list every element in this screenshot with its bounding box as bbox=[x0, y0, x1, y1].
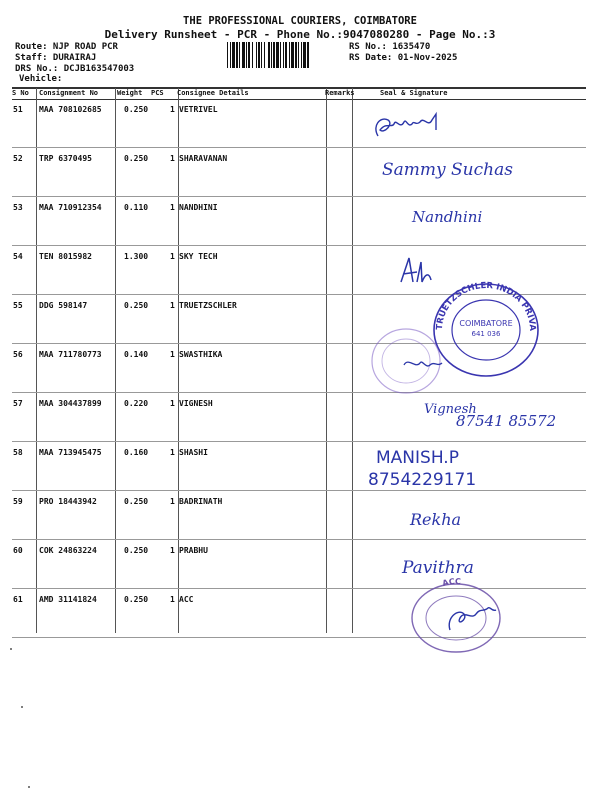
row-consignee: TRUETZSCHLER bbox=[179, 301, 237, 310]
col-header-remarks: Remarks bbox=[325, 89, 355, 97]
truetzschler-city-text: COIMBATORE bbox=[459, 319, 513, 328]
barcode-bar bbox=[298, 42, 299, 68]
row-weight: 0.110 bbox=[124, 203, 149, 212]
row-consignment-no: PRO 18443942 bbox=[39, 497, 97, 506]
barcode-bar bbox=[295, 42, 297, 68]
row-weight: 0.220 bbox=[124, 399, 149, 408]
truetzschler-pin-text: 641 036 bbox=[471, 330, 501, 338]
table-row bbox=[0, 491, 600, 540]
row-consignment-no: TRP 6370495 bbox=[39, 154, 92, 163]
row-consignment-no: MAA 711780773 bbox=[39, 350, 102, 359]
row-consignee: SWASTHIKA bbox=[179, 350, 223, 359]
table-row bbox=[0, 540, 600, 589]
barcode-bar bbox=[232, 42, 235, 68]
signature-row-53: Nandhini bbox=[412, 208, 483, 226]
barcode-bar bbox=[248, 42, 250, 68]
row-consignee: SHARAVANAN bbox=[179, 154, 228, 163]
row-pcs: 1 bbox=[170, 350, 175, 359]
col-header-sno: S No bbox=[12, 89, 29, 97]
route-label: Route: NJP ROAD PCR bbox=[15, 42, 118, 52]
col-header-pcs: PCS bbox=[151, 89, 164, 97]
row-pcs: 1 bbox=[170, 448, 175, 457]
barcode-bar bbox=[271, 42, 272, 68]
row-weight: 0.250 bbox=[124, 105, 149, 114]
scan-speck bbox=[21, 706, 23, 708]
barcode-bar bbox=[285, 42, 287, 68]
barcode-bar bbox=[256, 42, 257, 68]
row-consignee: VIGNESH bbox=[179, 399, 213, 408]
row-consignee: SKY TECH bbox=[179, 252, 218, 261]
row-pcs: 1 bbox=[170, 399, 175, 408]
row-weight: 1.300 bbox=[124, 252, 149, 261]
barcode-bar bbox=[252, 42, 253, 68]
row-consignee: ACC bbox=[179, 595, 194, 604]
scan-speck bbox=[10, 648, 12, 650]
row-weight: 0.250 bbox=[124, 301, 149, 310]
signature-row-58-name: MANISH.P bbox=[376, 448, 459, 468]
row-sno: 52 bbox=[13, 154, 23, 163]
table-row bbox=[0, 442, 600, 491]
svg-text:ACC bbox=[441, 577, 461, 588]
row-consignee: BADRINATH bbox=[179, 497, 223, 506]
row-consignee: NANDHINI bbox=[179, 203, 218, 212]
scan-speck bbox=[28, 786, 30, 788]
col-header-consignment: Consignment No bbox=[39, 89, 99, 97]
row-sno: 53 bbox=[13, 203, 23, 212]
acc-ring-text: ACC bbox=[441, 576, 462, 589]
barcode-bar bbox=[246, 42, 247, 68]
table-row bbox=[0, 589, 600, 638]
col-header-consignee: Consignee Details bbox=[177, 89, 249, 97]
barcode-bar bbox=[242, 42, 245, 68]
row-weight: 0.250 bbox=[124, 154, 149, 163]
row-pcs: 1 bbox=[170, 203, 175, 212]
barcode-bar bbox=[264, 42, 265, 68]
row-sno: 58 bbox=[13, 448, 23, 457]
row-pcs: 1 bbox=[170, 154, 175, 163]
row-consignment-no: MAA 304437899 bbox=[39, 399, 102, 408]
signature-row-52: Sammy Suchas bbox=[382, 160, 513, 180]
row-sno: 60 bbox=[13, 546, 23, 555]
row-weight: 0.250 bbox=[124, 595, 149, 604]
table-row bbox=[0, 197, 600, 246]
signature-row-60: Pavithra bbox=[402, 558, 474, 578]
row-sno: 56 bbox=[13, 350, 23, 359]
signature-row-59: Rekha bbox=[410, 510, 462, 529]
row-consignee: SHASHI bbox=[179, 448, 208, 457]
barcode-bar bbox=[303, 42, 306, 68]
barcode-bar bbox=[289, 42, 290, 68]
staff-label: Staff: DURAIRAJ bbox=[15, 53, 97, 63]
runsheet-subtitle: Delivery Runsheet - PCR - Phone No.:9047080280 - Page No.:3 bbox=[104, 28, 496, 41]
barcode-bar bbox=[283, 42, 284, 68]
company-title: THE PROFESSIONAL COURIERS, COIMBATORE bbox=[183, 15, 417, 27]
signature-row-58-phone: 8754229171 bbox=[368, 470, 477, 490]
barcode-bar bbox=[280, 42, 281, 68]
row-consignee: VETRIVEL bbox=[179, 105, 218, 114]
row-sno: 55 bbox=[13, 301, 23, 310]
signature-row-57-name: Vignesh bbox=[424, 402, 477, 417]
table-row bbox=[0, 99, 600, 148]
barcode-bar bbox=[227, 42, 228, 68]
barcode-bar bbox=[258, 42, 260, 68]
col-header-weight: Weight bbox=[117, 89, 143, 97]
rs-date: RS Date: 01-Nov-2025 bbox=[349, 53, 458, 63]
rs-number: RS No.: 1635470 bbox=[349, 42, 431, 52]
signature-vetrivel bbox=[370, 108, 450, 146]
barcode-bar bbox=[291, 42, 294, 68]
row-weight: 0.140 bbox=[124, 350, 149, 359]
barcode-bar bbox=[273, 42, 275, 68]
row-weight: 0.250 bbox=[124, 546, 149, 555]
row-consignment-no: TEN 8015982 bbox=[39, 252, 92, 261]
row-sno: 54 bbox=[13, 252, 23, 261]
secondary-round-stamp bbox=[368, 325, 446, 395]
col-header-seal: Seal & Signature bbox=[380, 89, 448, 97]
row-pcs: 1 bbox=[170, 595, 175, 604]
row-consignment-no: MAA 713945475 bbox=[39, 448, 102, 457]
table-top-rule bbox=[12, 87, 586, 89]
signature-row-57-phone: 87541 85572 bbox=[456, 412, 557, 430]
row-sno: 59 bbox=[13, 497, 23, 506]
row-consignment-no: DDG 598147 bbox=[39, 301, 88, 310]
drs-label: DRS No.: DCJB163547003 bbox=[15, 64, 135, 74]
acc-seal-stamp bbox=[406, 578, 506, 654]
row-pcs: 1 bbox=[170, 546, 175, 555]
row-pcs: 1 bbox=[170, 497, 175, 506]
barcode-bar bbox=[268, 42, 270, 68]
barcode-bar bbox=[230, 42, 231, 68]
row-consignment-no: AMD 31141824 bbox=[39, 595, 97, 604]
barcode-bar bbox=[276, 42, 279, 68]
row-pcs: 1 bbox=[170, 252, 175, 261]
barcode-image bbox=[226, 42, 345, 68]
row-consignment-no: COK 24863224 bbox=[39, 546, 97, 555]
truetzschler-ring-text: TRUETZSCHLER INDIA PRIVATE LIMITED bbox=[423, 271, 538, 331]
row-sno: 57 bbox=[13, 399, 23, 408]
row-sno: 61 bbox=[13, 595, 23, 604]
barcode-bar bbox=[236, 42, 238, 68]
barcode-bar bbox=[301, 42, 302, 68]
row-weight: 0.160 bbox=[124, 448, 149, 457]
row-sno: 51 bbox=[13, 105, 23, 114]
row-pcs: 1 bbox=[170, 301, 175, 310]
row-weight: 0.250 bbox=[124, 497, 149, 506]
row-consignment-no: MAA 710912354 bbox=[39, 203, 102, 212]
barcode-bar bbox=[261, 42, 262, 68]
row-pcs: 1 bbox=[170, 105, 175, 114]
vehicle-label: Vehicle: bbox=[19, 74, 63, 84]
barcode-bar bbox=[307, 42, 309, 68]
barcode-bar bbox=[239, 42, 240, 68]
row-consignment-no: MAA 708102685 bbox=[39, 105, 102, 114]
row-consignee: PRABHU bbox=[179, 546, 208, 555]
